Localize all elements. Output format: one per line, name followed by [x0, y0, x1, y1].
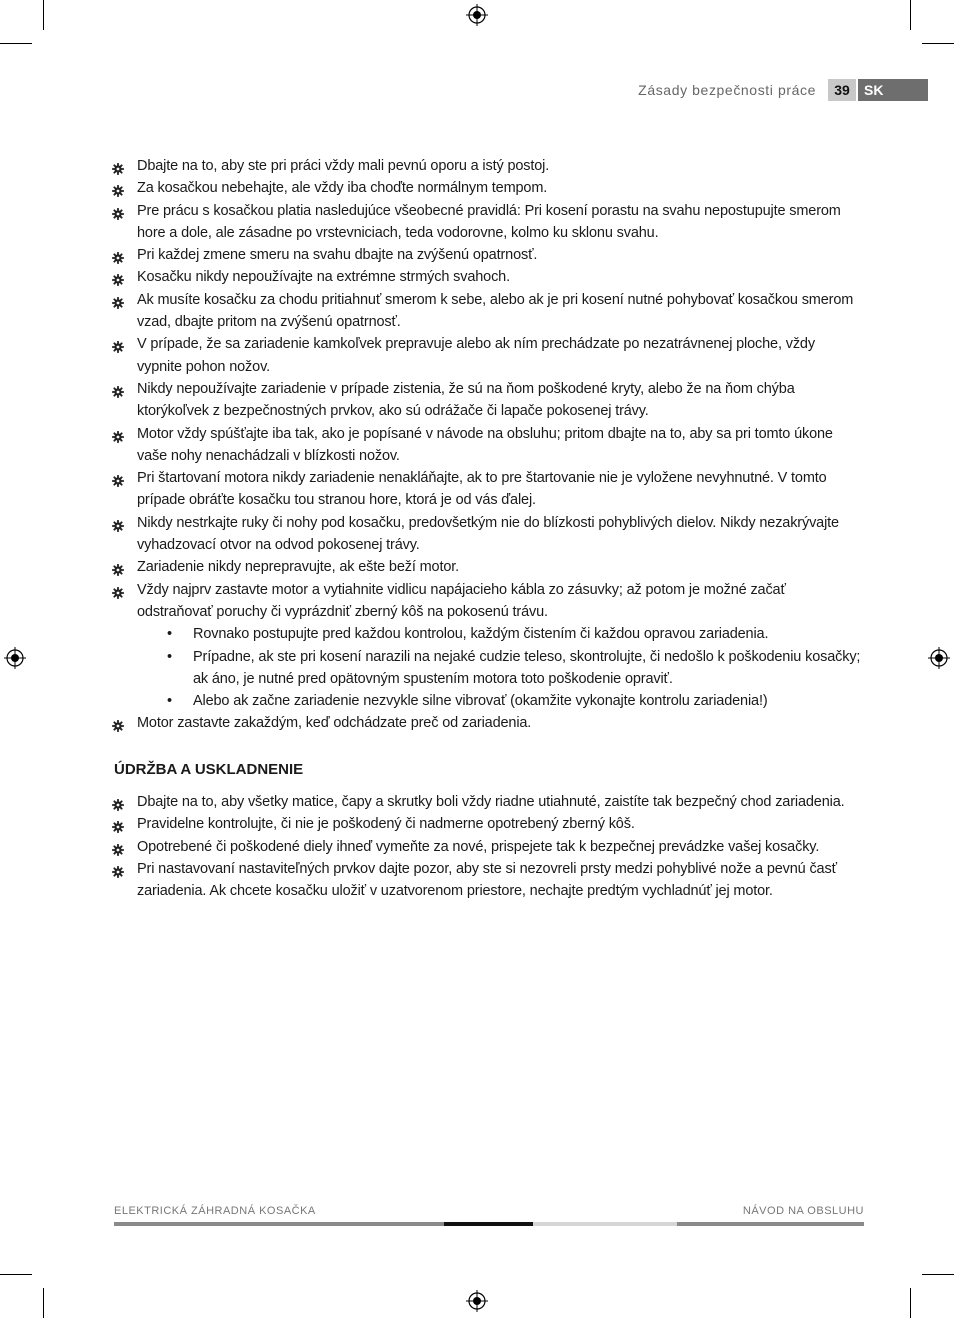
gear-icon	[112, 841, 124, 853]
list-item-text: Dbajte na to, aby všetky matice, čapy a skrutky boli vždy riadne utiahnuté, zaistíte tak bezpečný chod zariadenia.	[137, 794, 845, 811]
gear-icon	[112, 160, 124, 172]
footer-manual-label: NÁVOD NA OBSLUHU	[742, 1205, 864, 1217]
list-item-text: Motor vždy spúšťajte iba tak, ako je popísané v návode na obsluhu; pritom dbajte na to, aby sa pri tomto úkone vaše nohy nenachádzali v blízkosti nožov.	[137, 425, 833, 464]
gear-icon	[112, 428, 124, 440]
footer-rule-middle	[533, 1222, 677, 1226]
gear-icon	[112, 383, 124, 395]
gear-icon	[112, 818, 124, 830]
crop-mark-bottom-right-v	[910, 1288, 911, 1318]
list-item	[110, 423, 862, 468]
bullet-dot-icon: •	[167, 626, 172, 643]
list-item	[110, 333, 862, 378]
registration-mark-icon	[466, 1290, 488, 1312]
list-item-text: Vždy najprv zastavte motor a vytiahnite vidlicu napájacieho kábla zo zásuvky; až potom je možné začať odstraňovať poruchy či vyprázdniť zberný kôš na pokosenú trávu.	[137, 581, 786, 620]
sub-list-item-text: Prípadne, ak ste pri kosení narazili na nejaké cudzie teleso, skontrolujte, či nedošlo k poškodeniu kosačky; ak áno, je nutné pred opätovným spustením motora toto poškodenie opraviť.	[193, 648, 861, 687]
list-item-text: Opotrebené či poškodené diely ihneď vymeňte za nové, prispejete tak k bezpečnej prevádzke vašej kosačky.	[137, 838, 820, 855]
crop-mark-top-right-h	[922, 43, 954, 44]
gear-icon	[112, 584, 124, 596]
crop-mark-bottom-left-v	[43, 1288, 44, 1318]
list-item	[110, 836, 862, 858]
gear-icon	[112, 863, 124, 875]
sub-list-item	[137, 646, 862, 691]
list-item	[110, 791, 862, 813]
language-badge: SK	[858, 79, 928, 101]
page-header	[638, 79, 928, 101]
sub-list	[137, 623, 862, 712]
gear-icon	[112, 182, 124, 194]
gear-icon	[112, 796, 124, 808]
gear-icon	[112, 205, 124, 217]
list-item	[110, 155, 862, 177]
list-item	[110, 712, 862, 734]
list-item-text: Pravidelne kontrolujte, či nie je poškodený či nadmerne opotrebený zberný kôš.	[137, 816, 635, 833]
list-item	[110, 244, 862, 266]
bullet-dot-icon: •	[167, 693, 172, 710]
page-number: 39	[828, 79, 856, 101]
registration-mark-icon	[928, 647, 950, 669]
list-item	[110, 813, 862, 835]
list-item-text: Ak musíte kosačku za chodu pritiahnuť smerom k sebe, alebo ak je pri kosení nutné pohybovať kosačkou smerom vzad, dbajte pritom na zvýšenú opatrnosť.	[137, 291, 854, 331]
list-item-text: Dbajte na to, aby ste pri práci vždy mali pevnú oporu a istý postoj.	[137, 158, 550, 174]
list-item-text: Nikdy nepoužívajte zariadenie v prípade zistenia, že sú na ňom poškodené kryty, alebo že na ňom chýba ktorýkoľvek z bezpečnostných prvkov, ako sú odrážače či lapače pokosenej trávy.	[137, 380, 795, 420]
sub-list-item-text: Rovnako postupujte pred každou kontrolou, každým čistením či každou opravou zariadenia.	[193, 626, 769, 643]
maintenance-list	[110, 791, 862, 902]
list-item	[110, 378, 862, 423]
list-item	[110, 556, 862, 578]
list-item-text: Pre prácu s kosačkou platia nasledujúce všeobecné pravidlá: Pri kosení porastu na svahu nepostupujte smerom hore a dole, ale zásadne po vrstevniciach, teda vodorovne, kolmo ku sklonu svahu.	[137, 202, 841, 241]
crop-mark-bottom-left-h	[0, 1274, 32, 1275]
crop-mark-top-right-v	[910, 0, 911, 30]
gear-icon	[112, 472, 124, 484]
section-title: Zásady bezpečnosti práce	[638, 82, 816, 98]
list-item	[110, 177, 862, 199]
section-heading: ÚDRŽBA A USKLADNENIE	[114, 760, 304, 778]
gear-icon	[112, 338, 124, 350]
list-item	[110, 200, 862, 245]
bullet-dot-icon: •	[167, 648, 172, 665]
gear-icon	[112, 717, 124, 729]
list-item-text: Kosačku nikdy nepoužívajte na extrémne strmých svahoch.	[137, 269, 510, 286]
crop-mark-bottom-right-h	[922, 1274, 954, 1275]
sub-list-item	[137, 623, 862, 645]
list-item	[110, 579, 862, 713]
footer-product-name: ELEKTRICKÁ ZÁHRADNÁ KOSAČKA	[114, 1205, 316, 1217]
page-content	[110, 155, 862, 903]
list-item	[110, 467, 862, 512]
list-item-text: Nikdy nestrkajte ruky či nohy pod kosačku, predovšetkým nie do blízkosti pohyblivých dielov. Nikdy nezakrývajte vyhadzovací otvor na odvod pokosenej trávy.	[137, 514, 839, 554]
sub-list-item	[137, 690, 862, 712]
crop-mark-top-left-h	[0, 43, 32, 44]
gear-icon	[112, 517, 124, 529]
list-item	[110, 289, 862, 334]
list-item-text: Pri štartovaní motora nikdy zariadenie nenakláňajte, ak to pre štartovanie nie je vyložene nevyhnutné. V tomto prípade obráťte kosačku tou stranou hore, ktorá je od vás ďalej.	[137, 470, 827, 509]
footer-rule-right	[677, 1222, 864, 1226]
safety-list	[110, 155, 862, 735]
gear-icon	[112, 249, 124, 261]
list-item	[110, 858, 862, 903]
footer-rule-center	[444, 1222, 533, 1226]
list-item-text: Pri každej zmene smeru na svahu dbajte na zvýšenú opatrnosť.	[137, 247, 538, 264]
crop-mark-top-left-v	[43, 0, 44, 30]
gear-icon	[112, 271, 124, 283]
registration-mark-icon	[4, 647, 26, 669]
list-item-text: Za kosačkou nebehajte, ale vždy iba choďte normálnym tempom.	[137, 180, 548, 197]
registration-mark-icon	[466, 4, 488, 26]
list-item-text: Pri nastavovaní nastaviteľných prvkov dajte pozor, aby ste si nezovreli prsty medzi pohyblivé nože a pevnú časť zariadenia. Ak chcete kosačku uložiť v uzatvorenom priestore, nechajte predtým vychladnúť jej motor.	[137, 860, 837, 900]
sub-list-item-text: Alebo ak začne zariadenie nezvykle silne vibrovať (okamžite vykonajte kontrolu zariadenia!)	[193, 693, 768, 710]
list-item-text: Zariadenie nikdy neprepravujte, ak ešte beží motor.	[137, 559, 460, 576]
list-item-text: Motor zastavte zakaždým, keď odchádzate preč od zariadenia.	[137, 715, 532, 732]
list-item	[110, 512, 862, 557]
list-item-text: V prípade, že sa zariadenie kamkoľvek prepravuje alebo ak ním prechádzate po nezatrávnenej ploche, vždy vypnite pohon nožov.	[137, 336, 815, 375]
list-item	[110, 266, 862, 288]
footer-rule-left	[114, 1222, 444, 1226]
gear-icon	[112, 294, 124, 306]
gear-icon	[112, 561, 124, 573]
